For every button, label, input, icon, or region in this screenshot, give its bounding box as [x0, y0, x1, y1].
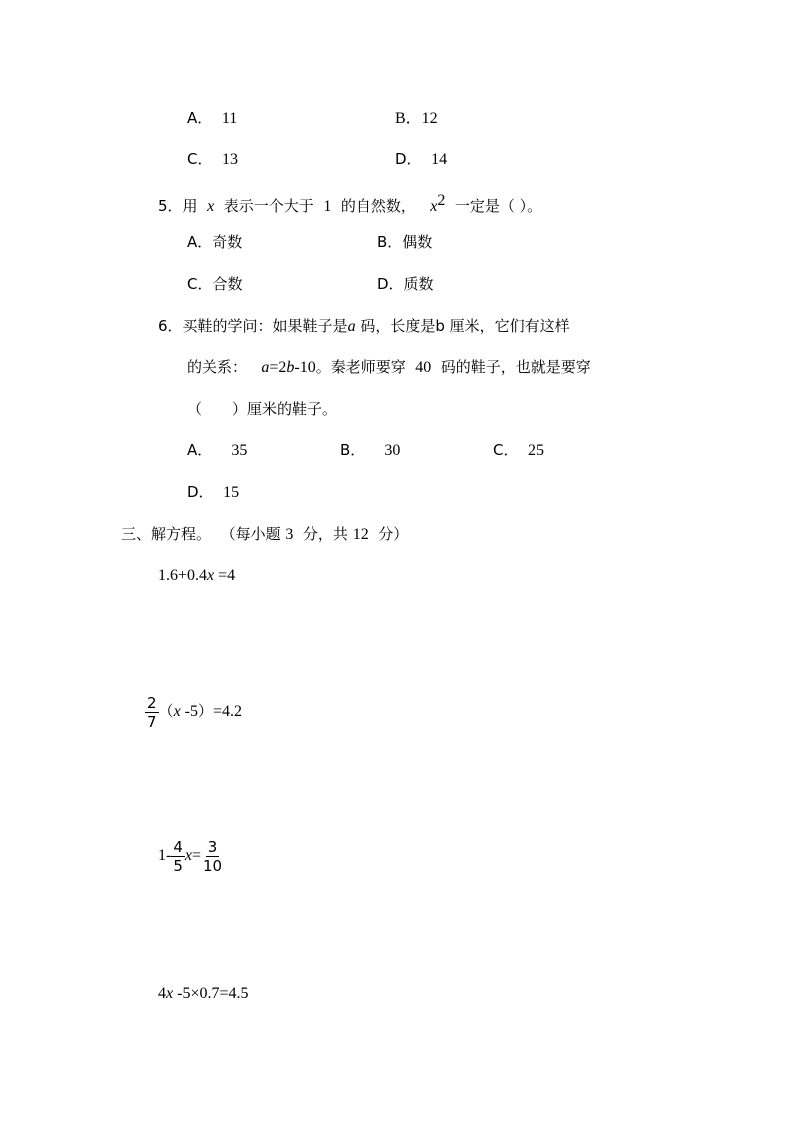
q6-option-c: C． 25 [493, 441, 545, 459]
fraction-2-7: $\frac{2}{7}$ [147, 693, 157, 731]
q4-option-d: D． 14 [395, 150, 448, 168]
q5-stem: 5．用 x 表示一个大于 1 的自然数， $x^2$ 一定是（ ）。 [158, 192, 543, 215]
equation-2: $\frac{2}{7}$ （x -5）=4.2 [147, 693, 243, 731]
section-3-heading: 三、解方程。 （每小题 3 分，共 12 分） [121, 525, 409, 543]
q6-stem-line3: （ ）厘米的鞋子。 [187, 400, 338, 418]
q5-option-a: A．奇数 [187, 233, 243, 251]
q4-option-c: C． 13 [187, 150, 239, 168]
q6-stem-line2: 的关系： a=2b-10。秦老师要穿 40 码的鞋子，也就是要穿 [187, 358, 591, 376]
q6-option-d: D． 15 [187, 483, 240, 501]
equation-1: 1.6+0.4x =4 [158, 567, 236, 584]
q4-option-a: A． 11 [187, 109, 238, 127]
q5-option-c: C．合数 [187, 275, 243, 293]
q6-option-b: B． 30 [340, 441, 401, 459]
q6-stem-line1: 6．买鞋的学问：如果鞋子是a 码，长度是b 厘米，它们有这样 [158, 317, 570, 335]
equation-3: 1- $\frac{4}{5}$ x= $\frac{3}{10}$ [158, 837, 223, 875]
q4-option-b: B．12 [395, 110, 438, 127]
q5-option-b: B．偶数 [377, 233, 433, 251]
fraction-4-5: $\frac{4}{5}$ [173, 837, 183, 875]
equation-4: 4x -5×0.7=4.5 [158, 985, 249, 1002]
q5-option-d: D．质数 [377, 275, 434, 293]
fraction-3-10: $\frac{3}{10}$ [203, 837, 223, 875]
q6-option-a: A． 35 [187, 441, 248, 459]
